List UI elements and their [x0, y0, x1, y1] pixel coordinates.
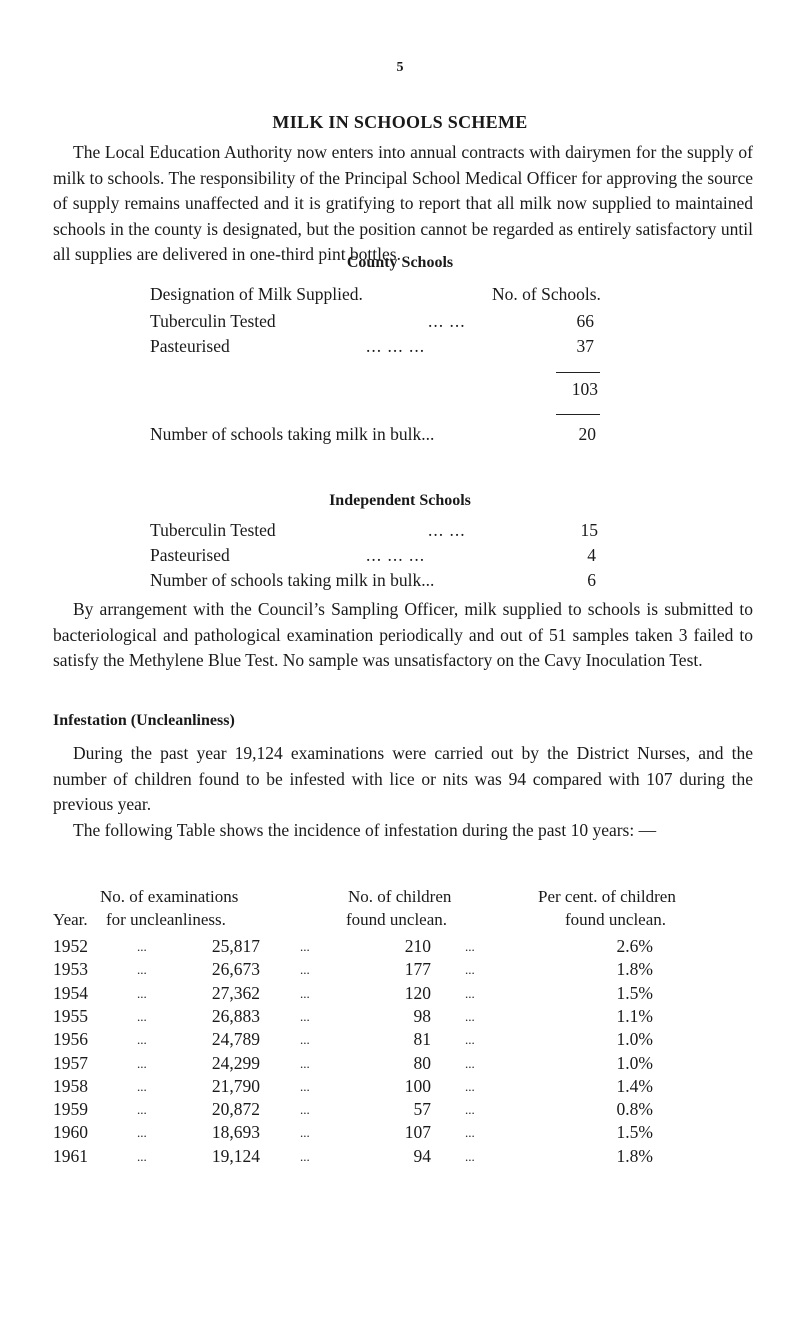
leader-dots: ...: [300, 1125, 310, 1141]
county-bulk-label: Number of schools taking milk in bulk...: [150, 424, 435, 444]
county-row-value: 66: [576, 311, 594, 331]
year-cell: 1952: [53, 936, 88, 956]
leader-dots: ...: [137, 985, 147, 1001]
found-cell: 100: [404, 1075, 431, 1096]
table-row: [0, 982, 800, 1005]
leader-dots: ...: [137, 1102, 147, 1118]
exams-cell: 26,673: [211, 959, 260, 980]
exams-cell: 18,693: [211, 1122, 260, 1143]
year-cell: 1959: [53, 1099, 88, 1120]
leader-dots: ...: [137, 1032, 147, 1048]
percent-cell: 1.8%: [616, 1145, 653, 1166]
county-row-label: Tuberculin Tested: [150, 311, 276, 331]
year-cell: 1954: [53, 982, 88, 1003]
found-cell: 177: [404, 959, 431, 980]
year-cell: 1955: [53, 1005, 88, 1026]
infestation-heading: Infestation (Uncleanliness): [53, 712, 235, 729]
percent-cell: 1.0%: [616, 1029, 653, 1050]
leader-dots: ...: [137, 939, 147, 954]
independent-bulk-label: Number of schools taking milk in bulk...: [150, 570, 435, 590]
exams-cell: 21,790: [211, 1075, 260, 1096]
infestation-paragraph: During the past year 19,124 examinations were carried out by the District Nurses, and the number of children found to be infested with lice or nits was 94 compared with 107 during the previous year.: [53, 743, 753, 814]
leader-dots: ...: [300, 1102, 310, 1118]
exams-cell: 19,124: [211, 1145, 260, 1166]
exams-cell: 24,789: [211, 1029, 260, 1050]
percent-cell: 1.5%: [616, 1122, 653, 1143]
leader-dots: ...: [137, 962, 147, 978]
col-header-pct-line1: Per cent. of children: [538, 887, 676, 906]
leader-dots: ...: [137, 1008, 147, 1024]
exams-cell: 24,299: [211, 1052, 260, 1073]
independent-row-value: 15: [580, 520, 598, 540]
found-cell: 81: [413, 1029, 431, 1050]
found-cell: 57: [413, 1099, 431, 1120]
leader-dots: ...: [465, 1102, 475, 1118]
percent-cell: 2.6%: [616, 936, 653, 956]
table-row: [0, 1052, 800, 1075]
county-schools-heading: County Schools: [346, 254, 454, 271]
leader-dots: ...: [137, 1078, 147, 1094]
independent-row-label: Tuberculin Tested: [150, 520, 276, 540]
found-cell: 98: [413, 1005, 431, 1026]
table-row: [0, 1121, 800, 1144]
leader-dots: ...: [465, 1078, 475, 1094]
percent-cell: 1.8%: [616, 959, 653, 980]
leader-dots: ... ... ...: [366, 545, 426, 565]
percent-cell: 1.5%: [616, 982, 653, 1003]
exams-cell: 20,872: [211, 1099, 260, 1120]
found-cell: 94: [413, 1145, 431, 1166]
county-bulk-value: 20: [578, 424, 596, 444]
leader-dots: ...: [300, 1032, 310, 1048]
leader-dots: ...: [465, 962, 475, 978]
independent-schools-heading: Independent Schools: [329, 492, 471, 509]
page-number: 5: [396, 60, 404, 75]
col-header-exams-line2: for uncleanliness.: [106, 910, 226, 929]
percent-cell: 1.4%: [616, 1075, 653, 1096]
year-cell: 1960: [53, 1122, 88, 1143]
leader-dots: ...: [137, 1055, 147, 1071]
table-row: [0, 1028, 800, 1051]
leader-dots: ...: [300, 962, 310, 978]
total-rule-top: [556, 372, 600, 373]
table-row: [0, 1075, 800, 1098]
total-rule-bottom: [556, 414, 600, 415]
col-header-found-line2: found unclean.: [346, 910, 448, 929]
leader-dots: ...: [465, 1008, 475, 1024]
year-cell: 1958: [53, 1075, 88, 1096]
county-total: 103: [571, 379, 598, 399]
col-header-exams-line1: No. of examinations: [100, 887, 239, 906]
table-row: [0, 935, 800, 958]
county-row-label: Pasteurised: [150, 336, 230, 356]
leader-dots: ...: [465, 985, 475, 1001]
found-cell: 80: [413, 1052, 431, 1073]
county-row-value: 37: [576, 336, 594, 356]
year-cell: 1961: [53, 1145, 88, 1166]
year-cell: 1957: [53, 1052, 88, 1073]
exams-cell: 25,817: [211, 936, 260, 956]
leader-dots: ...: [465, 1125, 475, 1141]
leader-dots: ...: [300, 1148, 310, 1164]
leader-dots: ...: [300, 985, 310, 1001]
exams-cell: 27,362: [211, 982, 260, 1003]
exams-cell: 26,883: [211, 1005, 260, 1026]
col-header-found-line1: No. of children: [348, 887, 452, 906]
sampling-paragraph: By arrangement with the Council’s Sampling Officer, milk supplied to schools is submitted to bacteriological and pathological examination periodically and out of 51 samples taken 3 failed to satisfy the Methylene Blue Test. No sample was unsatisfactory on the Cavy Inoculation Test.: [53, 599, 753, 670]
year-cell: 1956: [53, 1029, 88, 1050]
county-col-right-header: No. of Schools.: [492, 284, 601, 304]
leader-dots: ...: [137, 1148, 147, 1164]
percent-cell: 1.0%: [616, 1052, 653, 1073]
leader-dots: ...: [465, 939, 475, 954]
independent-row-label: Pasteurised: [150, 545, 230, 565]
leader-dots: ...: [300, 1078, 310, 1094]
table-row: [0, 1005, 800, 1028]
table-row: [0, 1145, 800, 1168]
percent-cell: 0.8%: [616, 1099, 653, 1120]
leader-dots: ...: [465, 1148, 475, 1164]
leader-dots: ... ...: [428, 311, 466, 331]
col-header-pct-line2: found unclean.: [565, 910, 667, 929]
leader-dots: ...: [465, 1032, 475, 1048]
intro-paragraph: The Local Education Authority now enters into annual contracts with dairymen for the supply of milk to schools. The responsibility of the Principal School Medical Officer for approving the source of supply remains unaffected and it is gratifying to report that all milk now supplied to maintained schools in the county is designated, but the position cannot be regarded as entirely satisfactory until all supplies are delivered in one-third pint bottles.: [53, 142, 753, 264]
table-intro-paragraph: The following Table shows the incidence of infestation during the past 10 years: —: [73, 820, 657, 840]
leader-dots: ...: [137, 1125, 147, 1141]
leader-dots: ...: [300, 1055, 310, 1071]
page-title: MILK IN SCHOOLS SCHEME: [272, 112, 528, 132]
found-cell: 120: [404, 982, 431, 1003]
leader-dots: ... ...: [428, 520, 466, 540]
table-row: [0, 1098, 800, 1121]
leader-dots: ... ... ...: [366, 336, 426, 356]
county-col-left-header: Designation of Milk Supplied.: [150, 284, 363, 304]
leader-dots: ...: [465, 1055, 475, 1071]
col-header-year: Year.: [53, 910, 88, 929]
independent-row-value: 4: [587, 545, 596, 565]
leader-dots: ...: [300, 939, 310, 954]
leader-dots: ...: [300, 1008, 310, 1024]
table-row: [0, 958, 800, 981]
found-cell: 107: [404, 1122, 431, 1143]
found-cell: 210: [404, 936, 431, 956]
year-cell: 1953: [53, 959, 88, 980]
independent-bulk-value: 6: [587, 570, 596, 590]
percent-cell: 1.1%: [616, 1005, 653, 1026]
